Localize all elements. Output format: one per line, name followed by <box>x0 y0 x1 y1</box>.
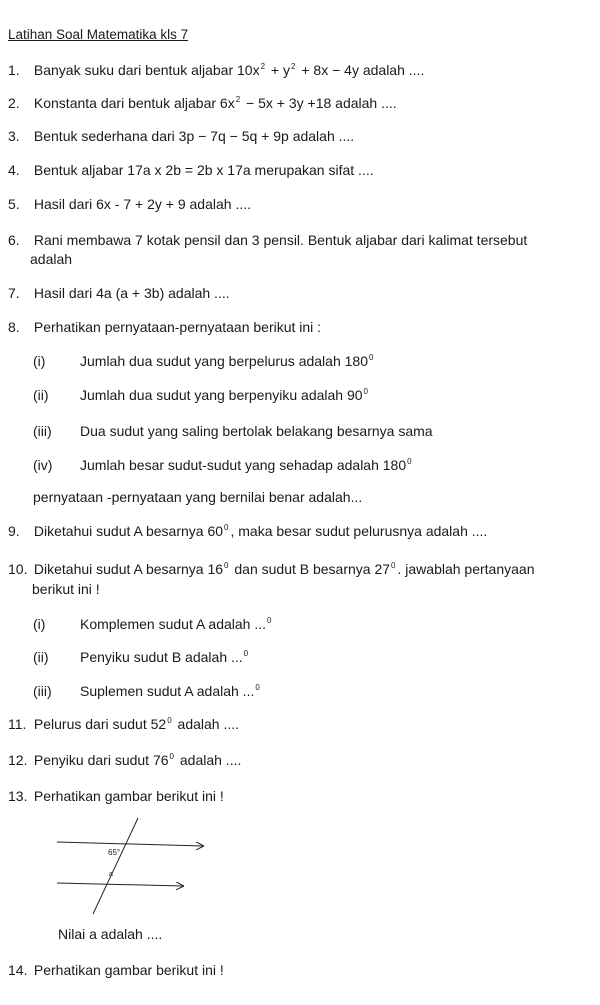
question-10-continued: berikut ini ! <box>32 581 100 597</box>
exponent: 2 <box>235 95 241 104</box>
question-number: 5. <box>8 196 20 212</box>
question-3 <box>8 127 354 145</box>
question-4 <box>8 161 374 179</box>
statement-label: (ii) <box>33 387 49 403</box>
sub-question-label: (i) <box>33 616 46 632</box>
question-text: Perhatikan gambar berikut ini ! <box>33 788 224 804</box>
question-6-continued: adalah <box>30 251 73 267</box>
exponent: 2 <box>260 62 266 71</box>
question-text: Banyak suku dari bentuk aljabar 10x <box>33 62 260 78</box>
question-number: 11. <box>8 716 27 732</box>
sub-question-text: Penyiku sudut B adalah ... <box>80 649 243 665</box>
question-text: Penyiku dari sudut 76 <box>33 752 169 768</box>
question-8 <box>8 318 321 336</box>
question-number: 13. <box>8 788 28 804</box>
sub-question-label: (ii) <box>33 649 49 665</box>
question-number: 1. <box>8 62 20 78</box>
question-text: Diketahui sudut A besarnya 16 <box>33 561 224 577</box>
question-11 <box>8 715 239 736</box>
question-number: 2. <box>8 95 20 111</box>
degree-sup: 0 <box>255 683 260 692</box>
statement-item <box>33 386 370 407</box>
question-text: , maka besar sudut pelurusnya adalah .... <box>230 523 488 539</box>
question-7 <box>8 284 230 302</box>
parallel-lines-diagram <box>55 816 215 916</box>
degree-sup: 0 <box>167 716 172 725</box>
question-text: − 5x + 3y +18 adalah .... <box>242 95 397 111</box>
question-text: Konstanta dari bentuk aljabar 6x <box>33 95 235 111</box>
question-10 <box>8 560 535 581</box>
question-12 <box>8 751 241 772</box>
question-text: dan sudut B besarnya 27 <box>230 561 391 577</box>
exponent: 2 <box>291 62 296 71</box>
question-13 <box>8 787 224 805</box>
sub-question-text: Komplemen sudut A adalah ... <box>80 616 267 632</box>
question-text: Perhatikan gambar berikut ini ! <box>33 962 224 978</box>
statement-item <box>33 352 375 373</box>
question-number: 12. <box>8 752 28 768</box>
question-text: Diketahui sudut A besarnya 60 <box>33 523 224 539</box>
degree-sup: 0 <box>169 752 174 761</box>
degree-sup: 0 <box>267 616 272 625</box>
page-title: Latihan Soal Matematika kls 7 <box>8 27 189 42</box>
statement-text: Jumlah besar sudut-sudut yang sehadap adalah 180 <box>80 457 407 473</box>
degree-sup: 0 <box>368 353 374 362</box>
parallel-line-bottom <box>57 883 183 886</box>
question-number: 14. <box>8 962 28 978</box>
question-text: Hasil dari 6x - 7 + 2y + 9 adalah .... <box>33 196 252 212</box>
question-number: 8. <box>8 319 20 335</box>
statement-closing: pernyataan -pernyataan yang bernilai benar adalah... <box>33 489 363 505</box>
question-text: adalah .... <box>175 752 242 768</box>
angle-label-a: a <box>109 871 113 878</box>
question-text: + y <box>267 62 291 78</box>
statement-text: Dua sudut yang saling bertolak belakang besarnya sama <box>80 423 433 439</box>
question-text: . jawablah pertanyaan <box>397 561 535 577</box>
question-5 <box>8 195 251 213</box>
statement-item <box>33 422 433 440</box>
question-number: 7. <box>8 285 20 301</box>
statement-text: Jumlah dua sudut yang berpenyiku adalah 90 <box>80 387 363 403</box>
degree-sup: 0 <box>391 561 396 570</box>
sub-question-item <box>33 682 262 703</box>
question-text: Rani membawa 7 kotak pensil dan 3 pensil. Bentuk aljabar dari kalimat tersebut <box>33 232 528 248</box>
statement-label: (iii) <box>33 423 52 439</box>
question-text: Bentuk sederhana dari 3p − 7q − 5q + 9p adalah .... <box>33 128 355 144</box>
question-14 <box>8 961 224 979</box>
sub-question-item <box>33 615 273 636</box>
parallel-line-top <box>57 842 203 846</box>
degree-sup: 0 <box>224 561 229 570</box>
degree-sup: 0 <box>224 523 229 532</box>
statement-text: Jumlah dua sudut yang berpelurus adalah 180 <box>80 353 368 369</box>
question-number: 10. <box>8 561 28 577</box>
sub-question-label: (iii) <box>33 683 52 699</box>
question-2 <box>8 94 397 115</box>
statement-label: (i) <box>33 353 46 369</box>
question-number: 9. <box>8 523 20 539</box>
degree-sup: 0 <box>363 387 368 396</box>
question-number: 3. <box>8 128 20 144</box>
question-13-answer: Nilai a adalah .... <box>58 926 163 942</box>
question-text: Hasil dari 4a (a + 3b) adalah .... <box>33 285 230 301</box>
question-6 <box>8 231 527 249</box>
question-number: 4. <box>8 162 20 178</box>
question-9 <box>8 522 487 543</box>
transversal-line <box>93 818 138 914</box>
angle-label-65: 65° <box>108 848 121 857</box>
question-text: + 8x − 4y adalah .... <box>297 62 425 78</box>
question-number: 6. <box>8 232 20 248</box>
sub-question-item <box>33 648 250 669</box>
sub-question-text: Suplemen sudut A adalah ... <box>80 683 255 699</box>
question-text: Perhatikan pernyataan-pernyataan berikut ini : <box>33 319 322 335</box>
question-1 <box>8 61 424 82</box>
question-text: adalah .... <box>173 716 240 732</box>
question-text: Bentuk aljabar 17a x 2b = 2b x 17a merupakan sifat .... <box>33 162 374 178</box>
statement-item <box>33 456 414 477</box>
statement-label: (iv) <box>33 457 53 473</box>
question-text: Pelurus dari sudut 52 <box>33 716 167 732</box>
degree-sup: 0 <box>243 649 249 658</box>
degree-sup: 0 <box>407 457 412 466</box>
